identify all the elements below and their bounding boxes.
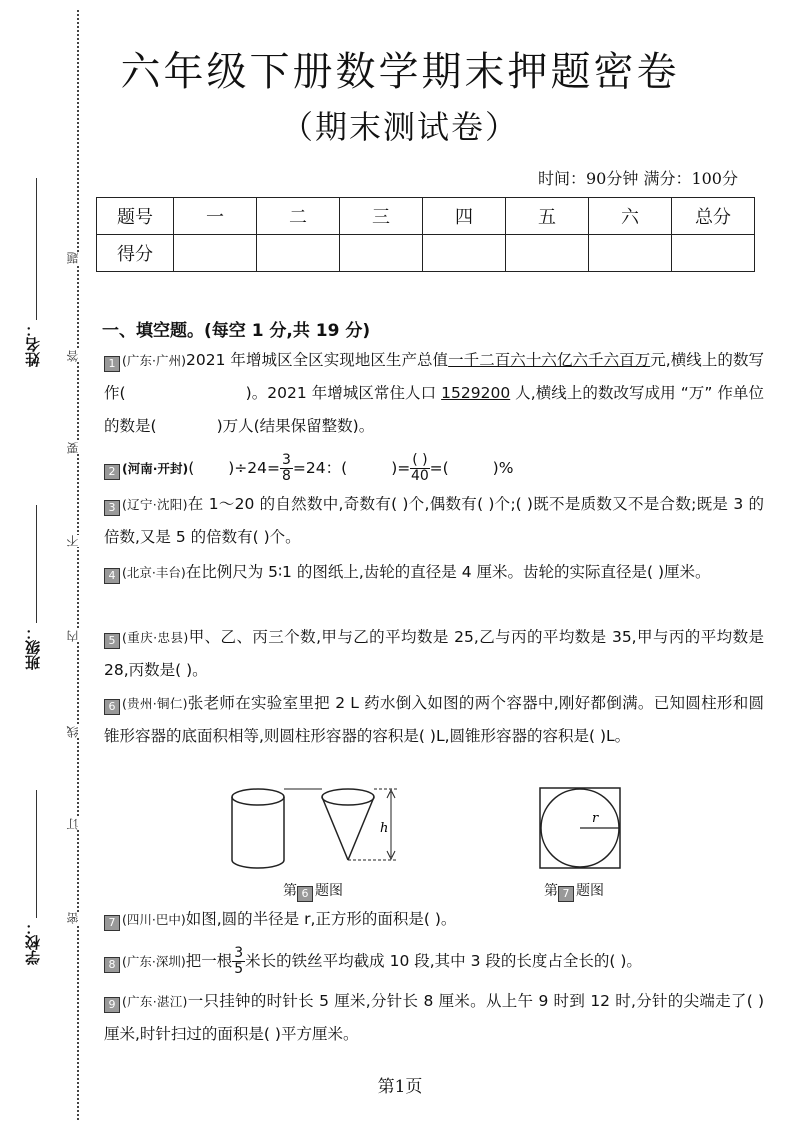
question-text: 在比例尺为 5∶1 的图纸上,齿轮的直径是 4 厘米。齿轮的实际直径是( )厘米。 <box>185 563 711 581</box>
score-header-cell: 题号 <box>97 198 174 235</box>
question-number-badge: 7 <box>104 915 120 931</box>
seal-char: 内 <box>66 630 80 642</box>
question-number-badge: 3 <box>104 500 120 516</box>
seal-char: 题 <box>66 252 80 264</box>
score-input-cell[interactable] <box>506 235 589 272</box>
score-input-cell[interactable] <box>174 235 257 272</box>
question-text: )÷24= <box>228 459 280 477</box>
cone-base <box>322 789 374 805</box>
question-text: )= <box>391 459 411 477</box>
question-region: (重庆·忠县) <box>122 630 189 645</box>
score-header-cell: 六 <box>589 198 672 235</box>
page-subtitle: （期末测试卷） <box>280 108 519 146</box>
question-region: (广东·广州) <box>122 353 187 368</box>
question-6 <box>104 687 764 753</box>
score-input-cell[interactable] <box>423 235 506 272</box>
figure-number-badge: 6 <box>297 886 313 902</box>
question-2 <box>104 452 764 485</box>
score-header-cell: 一 <box>174 198 257 235</box>
question-text: 张老师在实验室里把 2 L 药水倒入如图的两个容器中,刚好都倒满。已知圆柱形和圆锥形容器的底面积相等,则圆柱形容器的容积是( )L,圆锥形容器的容积是( )L。 <box>104 694 764 745</box>
score-header-cell: 四 <box>423 198 506 235</box>
question-number-badge: 8 <box>104 957 120 973</box>
figure-6-cylinder-cone <box>225 784 415 874</box>
question-number-badge: 4 <box>104 568 120 584</box>
score-input-cell[interactable] <box>589 235 672 272</box>
name-line <box>36 178 37 320</box>
question-4 <box>104 556 764 589</box>
question-8 <box>104 945 764 978</box>
seal-char: 答 <box>66 350 80 362</box>
score-input-cell[interactable] <box>672 235 755 272</box>
question-region: (北京·丰台) <box>122 565 186 580</box>
score-input-cell[interactable] <box>257 235 340 272</box>
seal-char: 订 <box>66 818 80 830</box>
figure-6-caption: 第 6 题图 <box>283 883 343 900</box>
cylinder-bottom <box>232 860 284 868</box>
question-1 <box>104 344 764 443</box>
fraction: $\frac{( )}{40}$ <box>411 452 429 484</box>
question-text: =( <box>429 459 449 477</box>
question-text: )% <box>492 459 514 477</box>
question-region: (广东·湛江) <box>122 994 188 1009</box>
score-table-header-row <box>97 198 755 235</box>
page-title: 六年级下册数学期末押题密卷 <box>120 49 680 95</box>
question-region: (辽宁·沈阳) <box>122 497 188 512</box>
question-9 <box>104 985 764 1051</box>
seal-char: 不 <box>66 535 80 547</box>
question-text: 一只挂钟的时针长 5 厘米,分针长 8 厘米。从上午 9 时到 12 时,分针的尖端走了( )厘米,时针扫过的面积是( )平方厘米。 <box>104 992 765 1043</box>
school-label: 学校： <box>24 920 42 965</box>
question-number-badge: 9 <box>104 997 120 1013</box>
class-label: 班级： <box>24 625 42 670</box>
cylinder-top <box>232 789 284 805</box>
question-region: (四川·巴中) <box>122 912 186 927</box>
question-text: 人,横线上的数改写成用 “万” 作单位的数是( <box>104 384 764 435</box>
question-region: (河南·开封) <box>122 461 189 476</box>
h-label: h <box>380 821 389 836</box>
score-input-cell[interactable] <box>340 235 423 272</box>
question-text: 2021 年增城区全区实现地区生产总值 <box>186 351 449 369</box>
score-header-cell: 总分 <box>672 198 755 235</box>
question-number-badge: 1 <box>104 356 120 372</box>
name-label: 姓名： <box>24 322 42 367</box>
question-text: ( <box>188 459 195 477</box>
class-line <box>36 505 37 623</box>
figure-number-badge: 7 <box>558 886 574 902</box>
score-header-cell: 五 <box>506 198 589 235</box>
question-text: )万人(结果保留整数)。 <box>216 417 375 435</box>
question-text: =24：( <box>292 459 348 477</box>
score-row-label: 得分 <box>97 235 174 272</box>
seal-char: 密 <box>66 912 80 924</box>
fraction: $\frac{3}{8}$ <box>282 452 291 484</box>
question-region: (广东·深圳) <box>122 954 186 969</box>
question-number-badge: 2 <box>104 464 120 480</box>
question-text: 米长的铁丝平均截成 10 段,其中 3 段的长度占全长的( )。 <box>245 952 642 970</box>
question-text: 在 1～20 的自然数中,奇数有( )个,偶数有( )个;( )既不是质数又不是合数;既是 3 的倍数,又是 5 的倍数有( )个。 <box>104 495 764 546</box>
question-number-badge: 5 <box>104 633 120 649</box>
figure-7-circle-square <box>538 786 622 870</box>
question-region: (贵州·铜仁) <box>122 696 188 711</box>
score-table <box>96 197 755 272</box>
page-number: 第1页 <box>377 1077 423 1097</box>
question-7 <box>104 903 764 936</box>
question-number-badge: 6 <box>104 699 120 715</box>
question-text: 元,横线上的数写作( <box>104 351 764 402</box>
underlined-number: 一千二百六十六亿六千六百万 <box>448 351 651 369</box>
fraction: $\frac{3}{5}$ <box>234 945 244 977</box>
question-5 <box>104 621 764 687</box>
seal-char: 要 <box>66 442 80 454</box>
question-text: 把一根 <box>185 952 233 970</box>
seal-char: 线 <box>66 726 80 738</box>
underlined-number: 1529200 <box>441 384 511 402</box>
question-text: 如图,圆的半径是 r,正方形的面积是( )。 <box>185 910 457 928</box>
school-line <box>36 790 37 918</box>
question-text: 甲、乙、丙三个数,甲与乙的平均数是 25,乙与丙的平均数是 35,甲与丙的平均数是 28,丙数是( )。 <box>104 628 764 679</box>
score-table-score-row <box>97 235 755 272</box>
figure-7-caption: 第 7 题图 <box>544 883 604 900</box>
section-title: 一、填空题。(每空 1 分,共 19 分) <box>102 321 371 341</box>
score-header-cell: 二 <box>257 198 340 235</box>
r-label: r <box>592 811 599 826</box>
exam-meta: 时间：90分钟 满分：100分 <box>538 169 738 188</box>
question-text: )。2021 年增城区常住人口 <box>245 384 442 402</box>
question-3 <box>104 488 764 554</box>
binding-dotted-line <box>77 10 79 1120</box>
score-header-cell: 三 <box>340 198 423 235</box>
